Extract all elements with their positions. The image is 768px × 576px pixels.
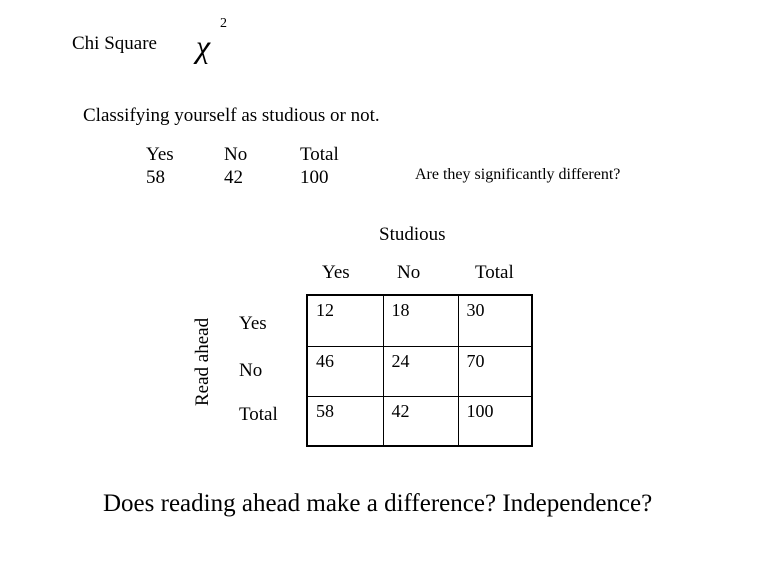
slide-title: Chi Square bbox=[72, 33, 157, 54]
simple-header-no: No bbox=[224, 144, 248, 165]
chi-symbol: χ bbox=[196, 28, 211, 64]
table-cell: 18 bbox=[383, 295, 458, 346]
intro-text: Classifying yourself as studious or not. bbox=[83, 105, 380, 126]
table-cell: 70 bbox=[458, 346, 532, 396]
table-cell: 30 bbox=[458, 295, 532, 346]
question-significance: Are they significantly different? bbox=[415, 166, 621, 183]
row-header-total: Total bbox=[239, 404, 278, 425]
simple-value-total: 100 bbox=[300, 167, 329, 188]
simple-header-yes: Yes bbox=[146, 144, 174, 165]
column-group-label: Studious bbox=[379, 224, 446, 245]
row-group-label: Read ahead bbox=[192, 317, 213, 406]
table-cell: 12 bbox=[307, 295, 383, 346]
simple-value-no: 42 bbox=[224, 167, 243, 188]
table-row bbox=[307, 295, 532, 346]
table-cell: 100 bbox=[458, 396, 532, 446]
contingency-table bbox=[306, 294, 533, 447]
simple-value-yes: 58 bbox=[146, 167, 165, 188]
column-header-yes: Yes bbox=[322, 262, 350, 283]
simple-header-total: Total bbox=[300, 144, 339, 165]
table-cell: 42 bbox=[383, 396, 458, 446]
table-row bbox=[307, 396, 532, 446]
row-header-yes: Yes bbox=[239, 313, 267, 334]
question-independence: Does reading ahead make a difference? Independence? bbox=[103, 490, 653, 517]
table-cell: 24 bbox=[383, 346, 458, 396]
chi-superscript: 2 bbox=[220, 16, 227, 31]
table-cell: 46 bbox=[307, 346, 383, 396]
table-cell: 58 bbox=[307, 396, 383, 446]
column-header-no: No bbox=[397, 262, 421, 283]
row-header-no: No bbox=[239, 360, 263, 381]
table-row bbox=[307, 346, 532, 396]
column-header-total: Total bbox=[475, 262, 514, 283]
